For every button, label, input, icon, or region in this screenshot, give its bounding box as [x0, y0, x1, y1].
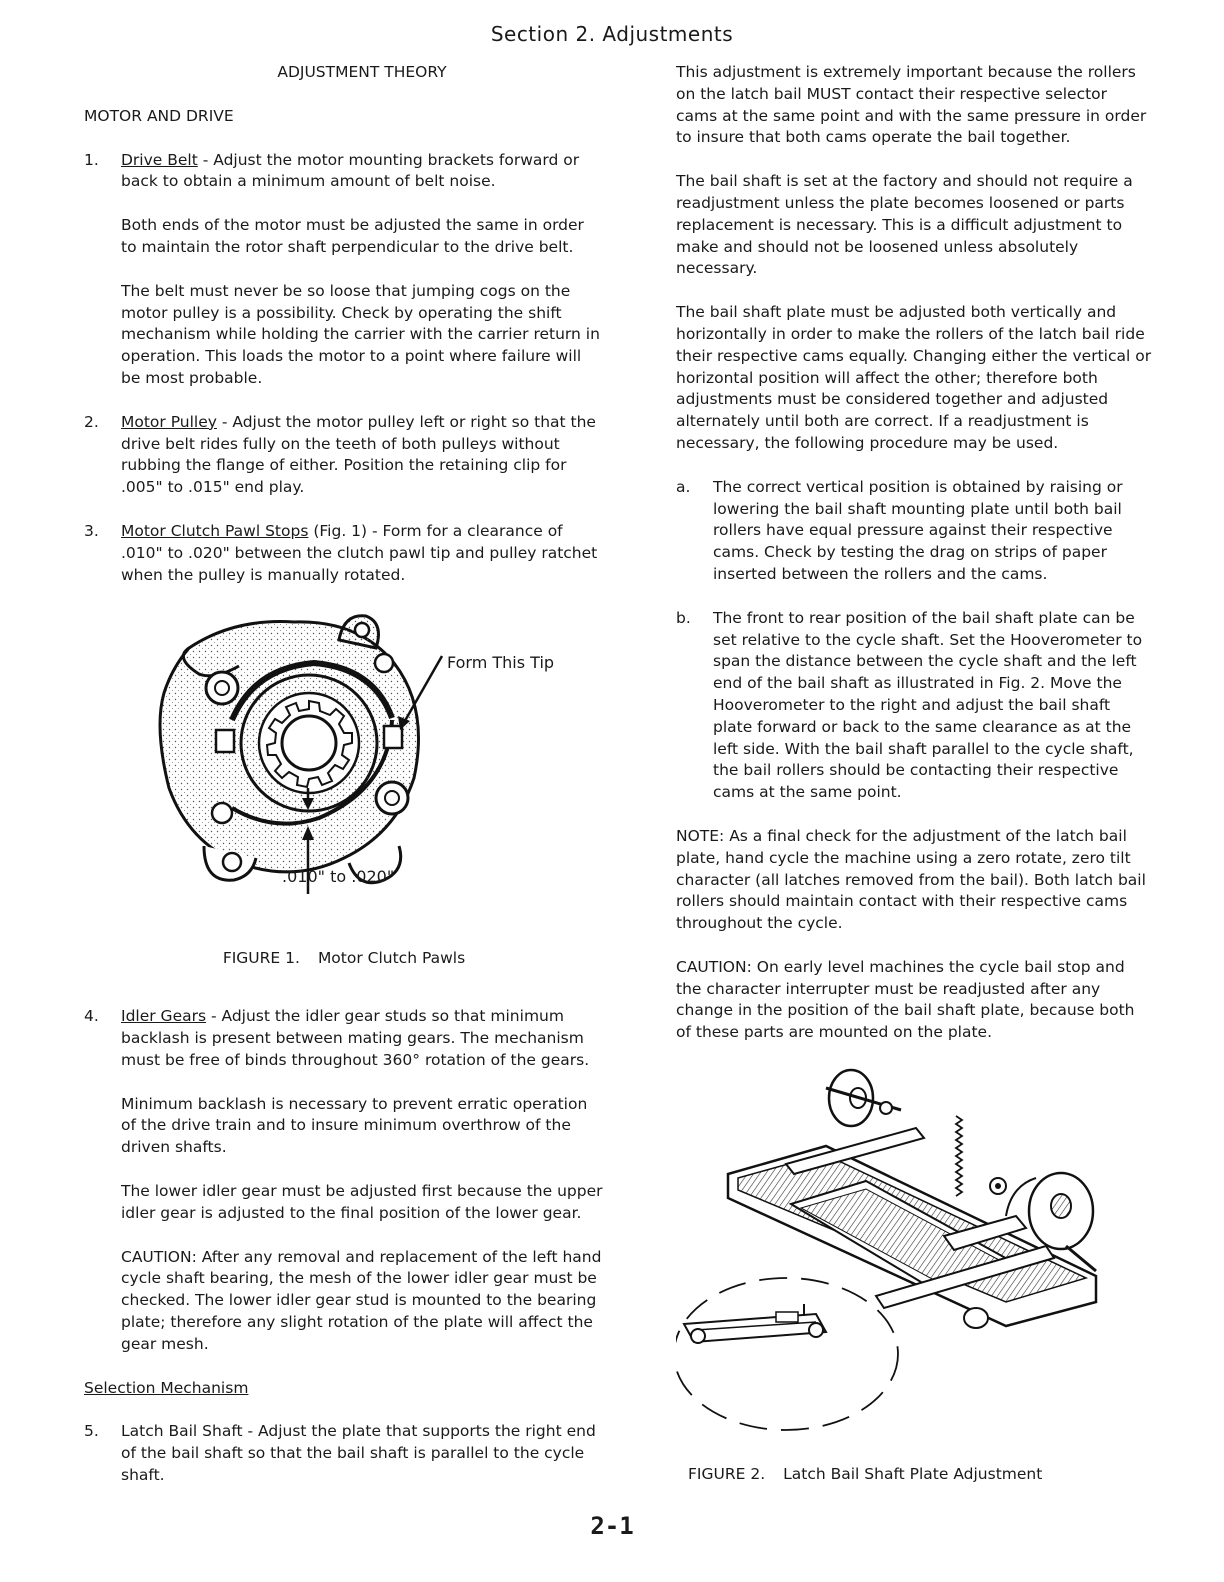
motor-clutch-pawls-drawing — [144, 608, 444, 898]
paragraph: The bail shaft plate must be adjusted both vertically and horizontally in order to make the rollers of the latch bail ride their respective cams equally. Changing either the vertical or horizontal position will affect the other; therefore both adjustments must be considered together and adjusted alternately until both are correct. If a readjustment is necessary, the following procedure may be used. — [676, 303, 1152, 452]
item-2-motor-pulley — [84, 412, 604, 499]
step-text: The correct vertical position is obtained by raising or lowering the bail shaft mounting plate until both bail rollers have equal pressure against their respective cams. Check by testing the drag on strips of paper inserted between the rollers and the cams. — [713, 477, 1123, 583]
item-number: 1. — [84, 150, 99, 169]
item-term: Motor Pulley — [121, 412, 217, 431]
item-1-drive-belt — [84, 150, 604, 194]
latch-bail-shaft-drawing — [676, 1066, 1152, 1438]
figure-2-caption-title: Latch Bail Shaft Plate Adjustment — [783, 1465, 1043, 1484]
step-label: b. — [676, 608, 691, 627]
figure-1 — [84, 608, 604, 944]
step-label: a. — [676, 477, 691, 496]
step-b — [676, 608, 1152, 804]
paragraph: The lower idler gear must be adjusted first because the upper idler gear is adjusted to the final position of the lower gear. — [121, 1181, 603, 1222]
step-a — [676, 477, 1152, 586]
item-text: Latch Bail Shaft - Adjust the plate that supports the right end of the bail shaft so that the bail shaft is parallel to the cycle shaft. — [121, 1422, 596, 1484]
item-text: - Adjust the idler gear studs so that minimum backlash is present between mating gears. The mechanism must be free of binds throughout 360° rotation of the gears. — [121, 1007, 590, 1069]
left-column — [84, 62, 604, 1509]
item-4-idler-gears — [84, 1006, 604, 1071]
item-term: Motor Clutch Pawl Stops — [121, 521, 309, 540]
paragraph: The belt must never be so loose that jumping cogs on the motor pulley is a possibility. Check by operating the shift mechanism while holding the carrier with the carrier return in operation. This loads the motor to a point where failure will be most probable. — [121, 281, 600, 387]
paragraph: Both ends of the motor must be adjusted the same in order to maintain the rotor shaft perpendicular to the drive belt. — [121, 216, 584, 256]
figure-1-label-form-tip: Form This Tip — [447, 653, 555, 673]
paragraph: This adjustment is extremely important because the rollers on the latch bail MUST contact their respective selector cams at the same point and with the same pressure in order to insure that both cams operate the bail together. — [676, 63, 1147, 147]
paragraph: The bail shaft is set at the factory and should not require a readjustment unless the plate becomes loosened or parts replacement is necessary. This is a difficult adjustment to make and should not be loosened unless absolutely necessary. — [676, 172, 1133, 278]
page-number: 2-1 — [590, 1512, 634, 1540]
spring — [956, 1116, 962, 1196]
selection-mechanism-heading: Selection Mechanism — [84, 1378, 249, 1397]
figure-1-caption-title: Motor Clutch Pawls — [317, 949, 466, 968]
adjustment-theory-heading: ADJUSTMENT THEORY — [277, 63, 447, 81]
item-5-latch-bail-shaft — [84, 1421, 604, 1486]
section-title: Section 2. Adjustments — [490, 22, 734, 46]
note-paragraph: NOTE: As a final check for the adjustment of the latch bail plate, hand cycle the machine using a zero rotate, zero tilt character (all latches removed from the bail). Both latch bail rollers should maintain contact with their respective cams throughout the cycle. — [676, 826, 1146, 933]
caution-paragraph: CAUTION: After any removal and replacement of the left hand cycle shaft bearing, the mesh of the lower idler gear must be checked. The lower idler gear stud is mounted to the bearing plate; therefore any slight rotation of the plate will affect the gear mesh. — [121, 1247, 602, 1353]
figure-1-caption-number: FIGURE 1. — [222, 949, 300, 968]
motor-and-drive-heading: MOTOR AND DRIVE — [84, 106, 234, 125]
step-text: The front to rear position of the bail shaft plate can be set relative to the cycle shaft. Set the Hooverometer to span the distance between the cycle shaft and the left end of the bail shaft as illustrated in Fig. 2. Move the Hooverometer to the right and adjust the bail shaft plate forward or back to the same clearance as at the left side. With the bail shaft parallel to the cycle shaft, the bail rollers should be contacting their respective cams at the same point. — [713, 608, 1143, 802]
caution-paragraph: CAUTION: On early level machines the cycle bail stop and the character interrupter must be readjusted after any change in the position of the bail shaft plate, because both of these parts are mounted on the plate. — [676, 957, 1135, 1042]
item-term: Drive Belt — [121, 150, 198, 169]
paragraph: Minimum backlash is necessary to prevent erratic operation of the drive train and to insure minimum overthrow of the driven shafts. — [121, 1094, 588, 1157]
detail-circle — [676, 1278, 898, 1430]
item-text: - Adjust the motor mounting brackets forward or back to obtain a minimum amount of belt noise. — [121, 150, 580, 191]
figure-1-label-clearance: .010" to .020" — [282, 867, 395, 887]
figure-1-caption — [84, 948, 604, 970]
right-column — [676, 62, 1152, 1486]
item-text: (Fig. 1) - Form for a clearance of .010" to .020" between the clutch pawl tip and pulley ratchet when the pulley is manually rotated. — [121, 521, 598, 584]
figure-2-caption — [676, 1464, 1152, 1486]
item-text: - Adjust the motor pulley left or right so that the drive belt rides fully on the teeth of both pulleys without rubbing the flange of either. Position the retaining clip for .005" to .015" end play. — [121, 412, 596, 497]
item-term: Idler Gears — [121, 1007, 207, 1026]
item-number: 4. — [84, 1007, 99, 1026]
item-number: 2. — [84, 412, 99, 431]
figure-2-caption-number: FIGURE 2. — [688, 1465, 766, 1484]
item-number: 3. — [84, 521, 99, 540]
item-3-clutch-pawl-stops — [84, 521, 604, 586]
figure-2 — [676, 1066, 1152, 1464]
item-number: 5. — [84, 1422, 99, 1441]
